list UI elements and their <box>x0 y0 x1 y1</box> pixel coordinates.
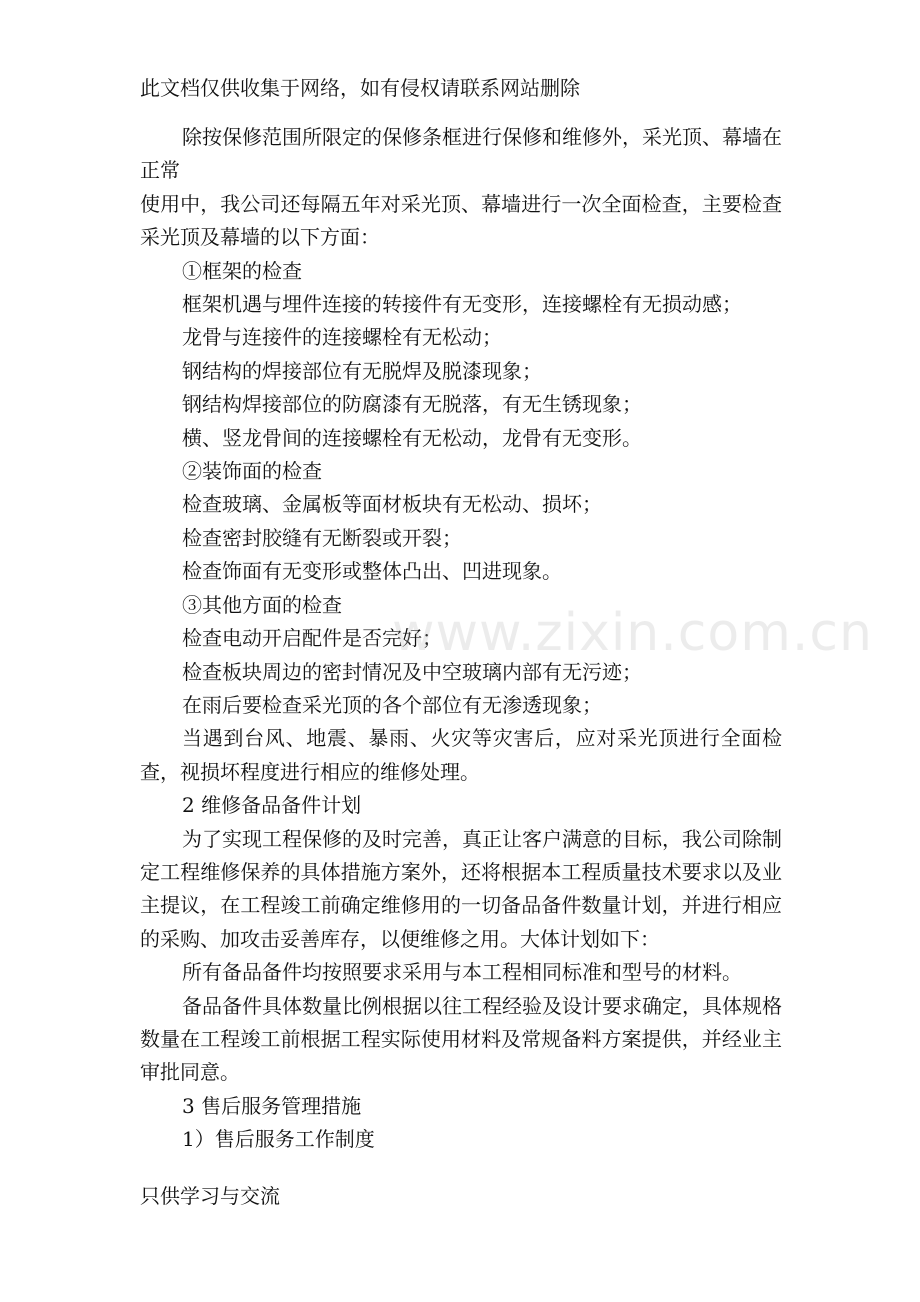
paragraph: 除按保修范围所限定的保修条框进行保修和维修外，采光顶、幕墙在正常 <box>140 125 782 183</box>
paragraph: 所有备品备件均按照要求采用与本工程相同标准和型号的材料。 <box>182 960 742 985</box>
section-heading: 3 售后服务管理措施 <box>182 1093 362 1118</box>
paragraph: 框架机遇与埋件连接的转接件有无变形，连接螺栓有无损动感； <box>182 292 742 317</box>
paragraph: 为了实现工程保修的及时完善，真正让客户满意的目标，我公司除制定工程维修保养的具体措施方案外，还将根据本工程质量技术要求以及业主提议，在工程竣工前确定维修用的一切备品备件数量计划，并进行相应的采购、加攻击妥善库存，以便维修之用。大体计划如下： <box>140 826 782 951</box>
section-heading: ②装饰面的检查 <box>182 459 322 484</box>
paragraph: 备品备件具体数量比例根据以往工程经验及设计要求确定，具体规格数量在工程竣工前根据工程实际使用材料及常规备料方案提供，并经业主审批同意。 <box>140 993 782 1085</box>
section-heading: 2 维修备品备件计划 <box>182 793 362 818</box>
section-heading: ①框架的检查 <box>182 258 302 283</box>
paragraph: 检查玻璃、金属板等面材板块有无松动、损坏； <box>182 492 602 517</box>
paragraph: 在雨后要检查采光顶的各个部位有无渗透现象； <box>182 692 602 717</box>
paragraph: 使用中，我公司还每隔五年对采光顶、幕墙进行一次全面检查，主要检查采光顶及幕墙的以下方面： <box>140 191 782 250</box>
footer-notice: 只供学习与交流 <box>140 1184 280 1208</box>
paragraph: 钢结构焊接部位的防腐漆有无脱落，有无生锈现象； <box>182 392 642 417</box>
paragraph: 钢结构的焊接部位有无脱焊及脱漆现象； <box>182 358 542 383</box>
paragraph: 横、竖龙骨间的连接螺栓有无松动，龙骨有无变形。 <box>182 425 642 450</box>
paragraph: 检查密封胶缝有无断裂或开裂； <box>182 525 462 550</box>
section-heading: 1）售后服务工作制度 <box>182 1127 375 1152</box>
paragraph: 龙骨与连接件的连接螺栓有无松动； <box>182 325 502 350</box>
paragraph: 检查电动开启配件是否完好； <box>182 626 442 651</box>
watermark: www.zixin.com.cn <box>392 603 873 663</box>
paragraph: 检查饰面有无变形或整体凸出、凹进现象。 <box>182 559 562 584</box>
paragraph: 检查板块周边的密封情况及中空玻璃内部有无污迹； <box>182 659 642 684</box>
document-body <box>140 121 782 1157</box>
paragraph: 当遇到台风、地震、暴雨、火灾等灾害后，应对采光顶进行全面检查，视损坏程度进行相应的维修处理。 <box>140 726 782 784</box>
section-heading: ③其他方面的检查 <box>182 592 342 617</box>
header-notice: 此文档仅供收集于网络，如有侵权请联系网站删除 <box>140 76 580 100</box>
